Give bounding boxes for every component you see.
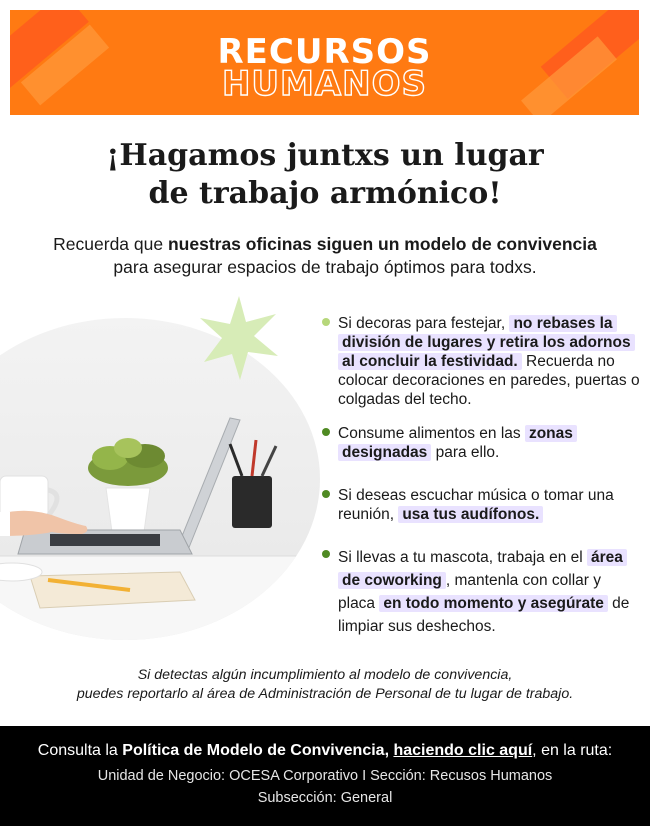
highlighted-text: zonas designadas [338,425,577,461]
report-note [0,666,650,704]
report-note-line: Si detectas algún incumplimiento al modelo de convivencia, [137,667,513,683]
policy-name: Política de Modelo de Convivencia, [122,742,390,759]
list-item-text: , mantenla con collar y placa [338,572,601,612]
list-item-text: Consume alimentos en las [338,425,525,442]
intro-text-part: para asegurar espacios de trabajo óptimos para todxs. [113,257,537,277]
intro-text-bold: nuestras oficinas siguen un modelo de convivencia [167,234,597,254]
list-item-text: Si deseas escuchar música o tomar una reunión, [338,487,614,523]
bullet-icon [322,490,330,498]
list-item-text: para ello. [431,444,500,461]
list-item-text: Si llevas a tu mascota, trabaja en el [338,549,587,566]
page-title-line: de trabajo armónico! [148,176,502,211]
list-item-text: Recuerda no colocar decoraciones en paredes, puertas o colgadas del techo. [338,353,640,408]
header-title: RECURSOS [217,32,432,72]
bullet-icon [322,318,330,326]
highlighted-text: usa tus audífonos. [398,506,543,523]
list-item [322,314,640,409]
decorative-star-icon [200,296,278,380]
highlighted-text: en todo momento y asegúrate [379,595,607,612]
footer-text: Consulta la [37,742,123,759]
list-item-text: Si decoras para festejar, [338,315,510,332]
footer-subsection: Subsección: General [257,790,393,806]
list-item [322,424,640,462]
policy-link[interactable]: haciendo clic aquí [393,742,533,759]
highlighted-text: área de coworking [338,549,627,589]
footer-text: , en la ruta: [532,742,613,759]
page-title-line: ¡Hagamos juntxs un lugar [106,138,544,173]
header-banner [10,10,639,115]
intro-text-part: Recuerda que [53,234,168,254]
header-subtitle: HUMANOS [221,64,428,104]
intro-text [0,233,650,279]
bullet-icon [322,428,330,436]
footer-bar [0,726,650,826]
highlighted-text: no rebases la división de lugares y retira los adornos al concluir la festividad. [338,315,635,370]
list-item [322,546,640,638]
bullet-icon [322,550,330,558]
footer-route: Unidad de Negocio: OCESA Corporativo I Sección: Recusos Humanos [97,768,553,784]
report-note-line: puedes reportarlo al área de Administración de Personal de tu lugar de trabajo. [76,686,574,702]
footer-policy-line [0,740,650,762]
page-title [0,137,650,213]
list-item [322,486,640,524]
list-item-text: de limpiar sus deshechos. [338,595,630,635]
